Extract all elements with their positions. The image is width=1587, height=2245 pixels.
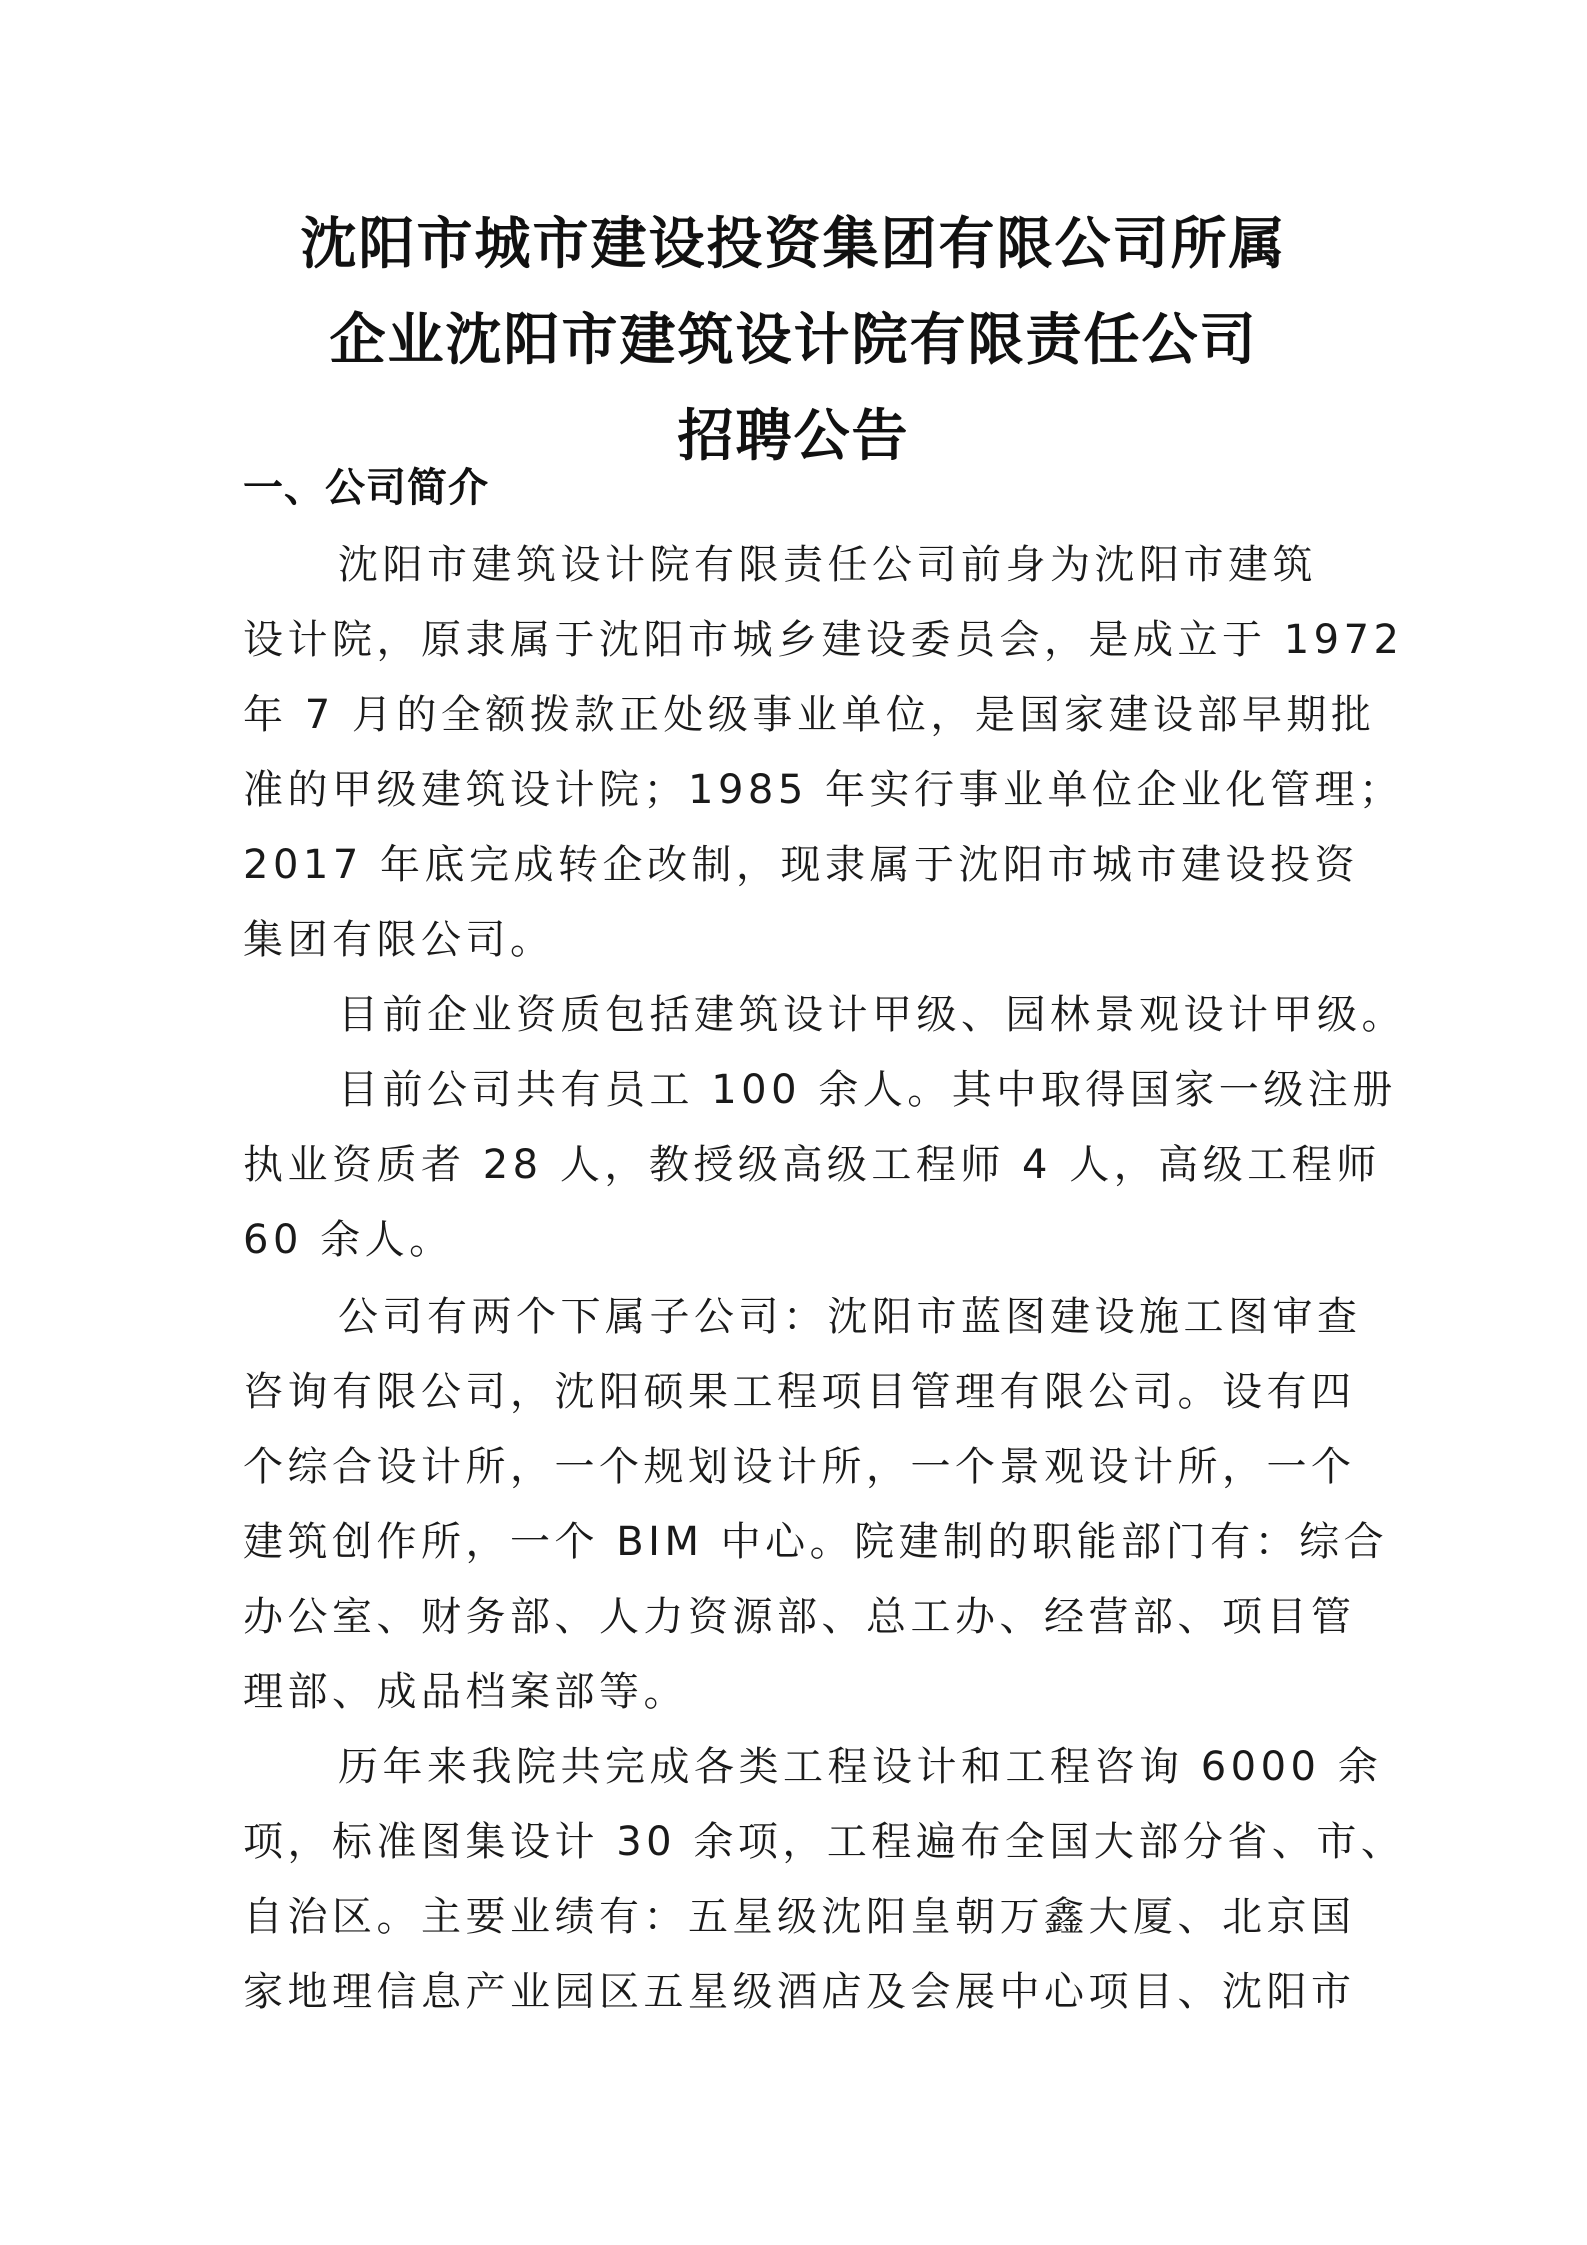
paragraph-line: 2017 年底完成转企改制，现隶属于沈阳市城市建设投资 <box>243 842 1360 888</box>
paragraph-line: 沈阳市建筑设计院有限责任公司前身为沈阳市建筑 <box>338 542 1317 588</box>
paragraph-line: 60 余人。 <box>243 1217 454 1263</box>
paragraph-1 <box>243 528 1404 978</box>
paragraph-3 <box>243 1053 1397 1278</box>
paragraph-line: 自治区。主要业绩有：五星级沈阳皇朝万鑫大厦、北京国 <box>243 1894 1356 1940</box>
paragraph-line: 目前企业资质包括建筑设计甲级、园林景观设计甲级。 <box>338 992 1406 1038</box>
paragraph-line: 年 7 月的全额拨款正处级事业单位，是国家建设部早期批 <box>243 692 1376 738</box>
paragraph-line: 历年来我院共完成各类工程设计和工程咨询 6000 余 <box>338 1744 1383 1790</box>
paragraph-5 <box>243 1730 1406 2030</box>
paragraph-line: 办公室、财务部、人力资源部、总工办、经营部、项目管 <box>243 1594 1356 1640</box>
document-title <box>240 196 1347 484</box>
title-line-2: 企业沈阳市建筑设计院有限责任公司 <box>329 307 1258 373</box>
paragraph-line: 个综合设计所，一个规划设计所，一个景观设计所，一个 <box>243 1444 1356 1490</box>
paragraph-line: 准的甲级建筑设计院；1985 年实行事业单位企业化管理； <box>243 767 1404 813</box>
paragraph-line: 咨询有限公司，沈阳硕果工程项目管理有限公司。设有四 <box>243 1369 1356 1415</box>
paragraph-line: 理部、成品档案部等。 <box>243 1669 688 1715</box>
title-line-3: 招聘公告 <box>677 403 910 469</box>
title-line-1: 沈阳市城市建设投资集团有限公司所属 <box>300 211 1287 277</box>
section-heading: 一、公司简介 <box>243 465 489 511</box>
paragraph-4 <box>243 1280 1389 1730</box>
paragraph-line: 目前公司共有员工 100 余人。其中取得国家一级注册 <box>338 1067 1397 1113</box>
paragraph-line: 设计院，原隶属于沈阳市城乡建设委员会，是成立于 1972 <box>243 617 1404 663</box>
paragraph-line: 公司有两个下属子公司：沈阳市蓝图建设施工图审查 <box>338 1294 1362 1340</box>
paragraph-line: 家地理信息产业园区五星级酒店及会展中心项目、沈阳市 <box>243 1969 1356 2015</box>
paragraph-line: 项，标准图集设计 30 余项，工程遍布全国大部分省、市、 <box>243 1819 1406 1865</box>
paragraph-line: 执业资质者 28 人，教授级高级工程师 4 人，高级工程师 <box>243 1142 1381 1188</box>
paragraph-2 <box>243 978 1406 1053</box>
paragraph-line: 建筑创作所，一个 BIM 中心。院建制的职能部门有：综合 <box>243 1519 1389 1565</box>
paragraph-line: 集团有限公司。 <box>243 917 555 963</box>
